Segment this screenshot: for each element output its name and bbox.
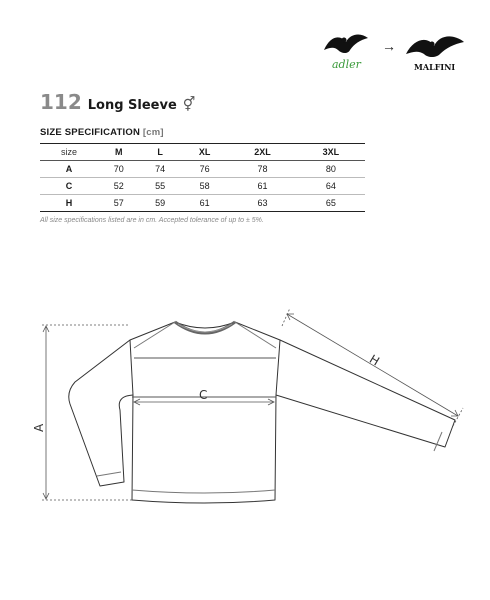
table-row	[40, 161, 365, 178]
table-cell: 52	[113, 181, 124, 191]
dimension-c-label: C	[199, 388, 208, 402]
size-table	[40, 143, 365, 212]
column-header: L	[157, 147, 163, 157]
table-row	[40, 178, 365, 195]
column-header: M	[114, 147, 123, 157]
row-label: H	[65, 198, 73, 208]
dimension-a-label: A	[32, 423, 46, 432]
table-cell: 58	[199, 181, 210, 191]
table-cell: 63	[257, 198, 268, 208]
adler-logo-wordmark: adler	[332, 58, 361, 71]
dimension-h-label: H	[366, 351, 382, 369]
row-label: C	[65, 181, 73, 191]
column-header: XL	[198, 147, 211, 157]
table-cell: 80	[325, 164, 336, 174]
column-header: 3XL	[322, 147, 340, 157]
unisex-icon: ⚥	[182, 96, 196, 112]
column-header: size	[60, 147, 77, 157]
table-cell: 78	[257, 164, 268, 174]
left-sleeve	[69, 340, 133, 486]
table-cell: 61	[199, 198, 210, 208]
spec-heading	[40, 127, 164, 138]
product-name: Long Sleeve	[87, 98, 177, 113]
table-row	[40, 195, 365, 212]
spec-heading-text: SIZE SPECIFICATION	[40, 127, 141, 138]
product-number: 112	[40, 90, 82, 114]
spec-unit: [cm]	[142, 127, 164, 138]
right-sleeve	[276, 340, 455, 447]
tolerance-note: All size specifications listed are in cm. Accepted tolerance of up to ± 5%.	[40, 217, 264, 224]
table-cell: 76	[199, 164, 210, 174]
table-cell: 57	[113, 198, 124, 208]
malfini-logo-wordmark: MALFINI	[414, 62, 456, 72]
table-cell: 55	[155, 181, 166, 191]
arrow-icon: →	[382, 38, 396, 54]
product-title	[40, 90, 195, 114]
column-header: 2XL	[254, 147, 271, 157]
table-header-row	[40, 144, 365, 161]
table-cell: 70	[113, 164, 124, 174]
row-label: A	[65, 164, 73, 174]
long-sleeve-technical-drawing	[0, 300, 490, 580]
shirt-outline	[130, 322, 280, 503]
table-cell: 61	[257, 181, 268, 191]
table-cell: 64	[325, 181, 336, 191]
table-cell: 59	[155, 198, 166, 208]
table-cell: 65	[325, 198, 336, 208]
malfini-bird-logo	[400, 28, 470, 76]
brand-logos	[320, 28, 470, 78]
table-cell: 74	[155, 164, 166, 174]
adler-bird-logo	[320, 28, 372, 76]
